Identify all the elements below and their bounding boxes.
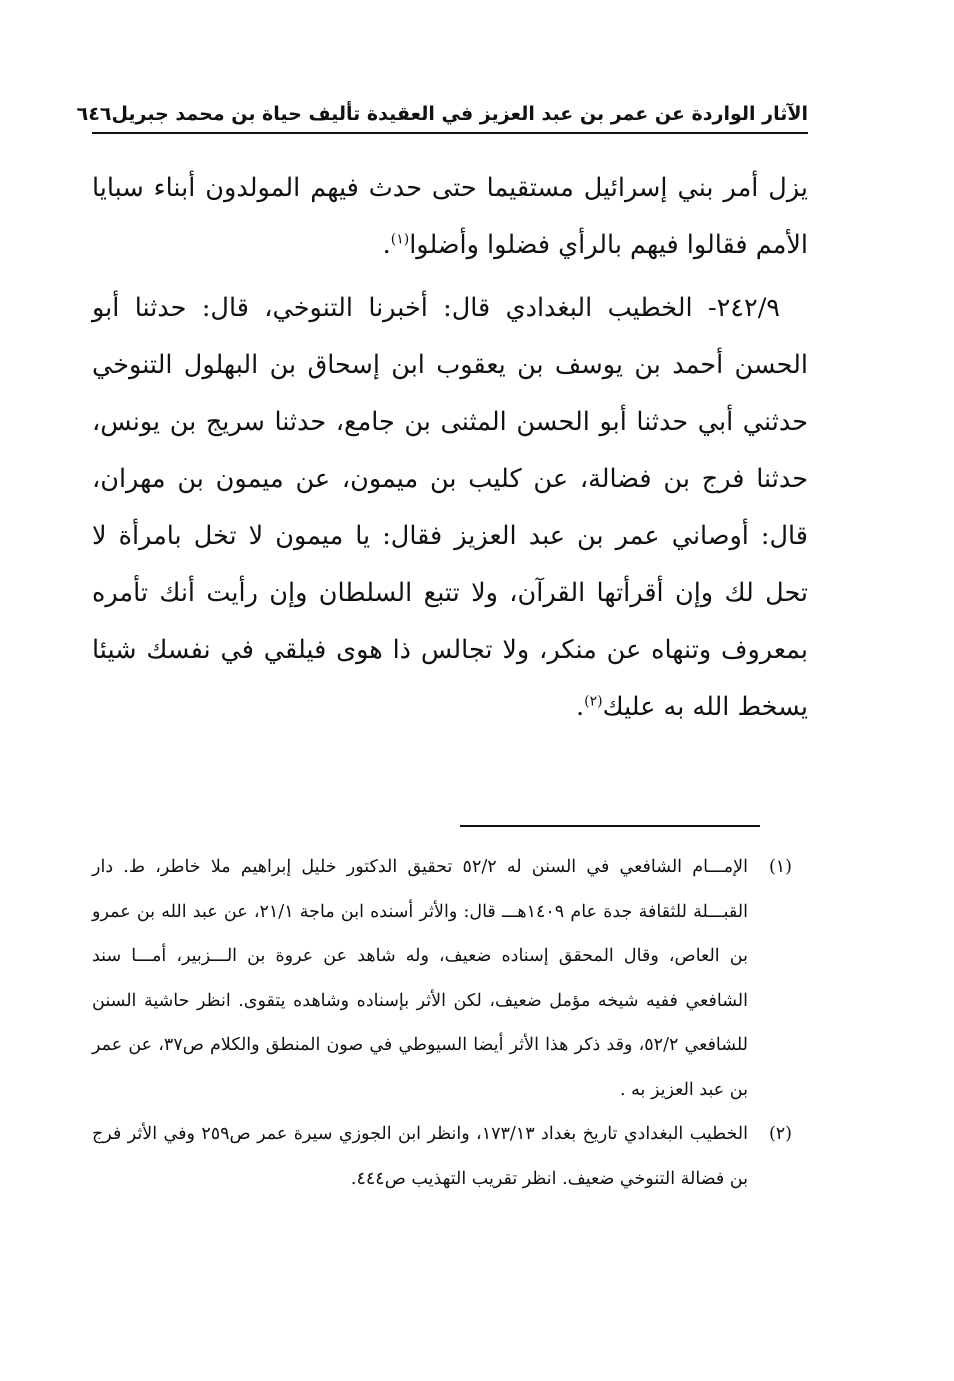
header-title: الآثار الواردة عن عمر بن عبد العزيز في العقيدة تأليف حياة بن محمد جبريل	[111, 103, 808, 125]
main-text	[92, 160, 808, 736]
footnote-2	[92, 1112, 792, 1201]
paragraph-2	[92, 280, 808, 736]
footnotes	[92, 845, 792, 1201]
footnote-1-text: الإمـــام الشافعي في السنن له ٥٢/٢ تحقيق الدكتور خليل إبراهيم ملا خاطر، ط. دار القبـــلة للثقافة جدة عام ١٤٠٩هـــ قال: والأثر أسنده ابن ماجة ٢١/١، عن عبد الله بن عمرو بن العاص، وقال المحقق إسناده ضعيف، وله شاهد عن عروة بن الـــزبير، أمـــا سند الشافعي ففيه شيخه مؤمل ضعيف، لكن الأثر بإسناده وشاهده يتقوى. انظر حاشية السنن للشافعي ٥٢/٢، وقد ذكر هذا الأثر أيضا السيوطي في صون المنطق والكلام ص٣٧، عن عمر بن عبد العزيز به .	[92, 857, 749, 1100]
paragraph-2-end: .	[576, 692, 585, 722]
paragraph-1	[92, 160, 808, 274]
paragraph-2-text: ٢٤٢/٩- الخطيب البغدادي قال: أخبرنا التنوخي، قال: حدثنا أبو الحسن أحمد بن يوسف بن يعقوب ابن إسحاق بن البهلول التنوخي حدثني أبي حدثنا أبو الحسن المثنى بن جامع، حدثنا سريج بن يونس، حدثنا فرج بن فضالة، عن كليب بن ميمون، عن ميمون بن مهران، قال: أوصاني عمر بن عبد العزيز فقال: يا ميمون لا تخل بامرأة لا تحل لك وإن أقرأتها القرآن، ولا تتبع السلطان وإن رأيت أنك تأمره بمعروف وتنهاه عن منكر، ولا تجالس ذا هوى فيلقي في نفسك شيئا يسخط الله به عليك	[92, 293, 808, 722]
footnote-1	[92, 845, 792, 1112]
paragraph-1-text: يزل أمر بني إسرائيل مستقيما حتى حدث فيهم المولدون أبناء سبايا الأمم فقالوا فيهم بالرأي فضلوا وأضلوا	[92, 173, 808, 260]
footnote-2-text: الخطيب البغدادي تاريخ بغداد ١٧٣/١٣، وانظر ابن الجوزي سيرة عمر ص٢٥٩ وفي الأثر فرج بن فضالة التنوخي ضعيف. انظر تقريب التهذيب ص٤٤٤.	[92, 1124, 749, 1189]
page-number: ٦٤٦	[76, 103, 112, 125]
footnote-ref-1: (١)	[390, 231, 410, 248]
running-header	[76, 96, 808, 134]
paragraph-1-end: .	[382, 230, 391, 260]
footnote-ref-2: (٢)	[584, 693, 603, 710]
footnote-separator	[460, 825, 760, 827]
footnote-1-number: (١)	[768, 857, 792, 877]
footnote-2-number: (٢)	[768, 1124, 792, 1144]
